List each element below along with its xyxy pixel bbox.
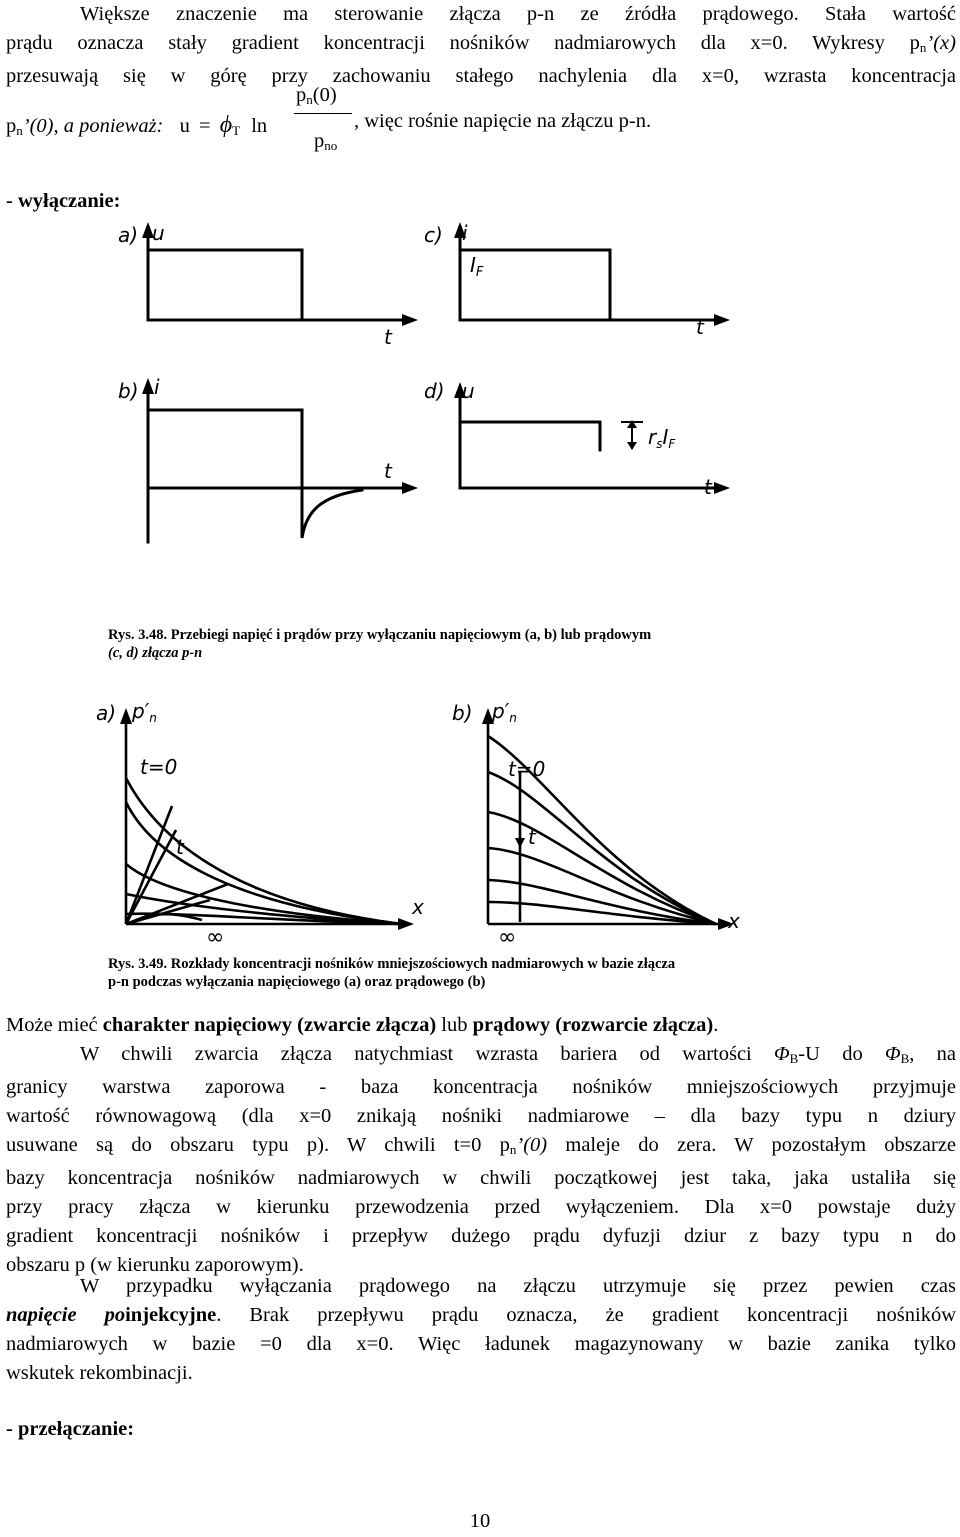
formula-numerator: $p_n(0)$	[296, 84, 337, 107]
fig2-label-b: b)	[452, 701, 473, 725]
fig1-axis-u-d: u	[462, 379, 475, 403]
fig2-t-a: t	[176, 835, 184, 859]
paragraph-current-off: W przypadku wyłączania prądowego na złączu utrzymuje się przez pewien czas napięcie poinjekcyjne. Brak przepływu prądu oznacza, że gradient koncentracji nośników nadmiarowych w bazie =0 dla x=0. Więc ładunek magazynowany w bazie zanika tylko wskutek rekombinacji.	[6, 1275, 956, 1384]
fig2-inf-a: ∞	[206, 925, 225, 950]
panel-c-graph	[454, 222, 730, 326]
fig2-x-a: x	[412, 895, 424, 919]
formula-u: u	[179, 115, 190, 137]
figure2-caption-line1: Rys. 3.49. Rozkłady koncentracji nośników mniejszościowych nadmiarowych w bazie złącza	[108, 956, 676, 972]
fig2-t0-b: t=0	[508, 757, 546, 781]
fig1-axis-t-c: t	[696, 315, 704, 339]
panel-b-graph	[142, 378, 418, 542]
page-number: 10	[469, 1510, 491, 1532]
fig1-label-c: c)	[424, 223, 443, 247]
fig1-label-d: d)	[424, 379, 445, 403]
panel-d-graph	[454, 382, 730, 494]
fig1-rsif-label: $r_sI_F$	[648, 425, 676, 451]
formula-line: $p_n’(0)$, a ponieważ: $u = \phi_T$ ln	[6, 112, 268, 138]
heading-wylaczanie: - wyłączanie:	[6, 190, 121, 212]
fig2-axis-pn-a: $p'_n$	[132, 699, 157, 725]
figure-block	[84, 212, 876, 1008]
fig2-t0-a: t=0	[140, 755, 178, 779]
phi-symbol: ϕ	[219, 112, 233, 138]
paragraph-short-circuit: W chwili zwarcia złącza natychmiast wzrasta bariera od wartości $\Phi_B-U$ do $\Phi_B$, na granicy warstwa zaporowa - baza koncentracja nośników mniejszościowych przyjmuje wartość równowagową (dla x=0 znikają nośniki nadmiarowe – dla bazy typu n dziury usuwane są do obszaru typu p). W chwili t=0 $p_n’(0)$ maleje do zera. W pozostałym obszarze bazy koncentracja nośników nadmiarowych w chwili początkowej jest taka, jaka ustaliła się przy pracy złącza w kierunku przewodzenia przed wyłączeniem. Dla x=0 powstaje duży gradient koncentracji nośników i przepływ dużego prądu dyfuzji dziur z bazy typu n do obszaru p (w kierunku zaporowym).	[6, 1043, 957, 1276]
fig2-x-b: x	[728, 909, 740, 933]
paragraph-character: Może mieć charakter napięciowy (zwarcie złącza) lub prądowy (rozwarcie złącza).	[6, 1014, 719, 1036]
fig1-axis-t-b: t	[384, 459, 392, 483]
fig1-axis-i-b: i	[154, 375, 160, 399]
fig1-if-label: $I_F$	[470, 253, 484, 280]
intro-line-3: przesuwają się w górę przy zachowaniu stałego nachylenia dla x=0, wzrasta koncentracja	[6, 65, 956, 87]
formula-tail: , więc rośnie napięcie na złączu p-n.	[354, 110, 652, 132]
fig1-label-b: b)	[118, 379, 139, 403]
formula-denominator: $p_{no}$	[314, 130, 338, 153]
fig2-panel-b-graph	[482, 708, 734, 930]
intro-line-1: Większe znaczenie ma sterowanie złącza p-n ze źródła prądowego. Stała wartość	[80, 3, 956, 25]
heading-przelaczanie: - przełączanie:	[6, 1418, 135, 1440]
fig1-axis-t-d: t	[704, 475, 712, 499]
fig2-inf-b: ∞	[498, 925, 517, 950]
intro-line-2: prądu oznacza stały gradient koncentracji nośników nadmiarowych dla x=0. Wykresy $p_n’(x)$	[6, 32, 956, 55]
fig1-axis-t-a: t	[384, 325, 392, 349]
figure1-caption-line1: Rys. 3.48. Przebiegi napięć i prądów przy wyłączaniu napięciowym (a, b) lub prądowym	[108, 627, 652, 643]
fig1-label-a: a)	[118, 223, 139, 247]
intro-paragraph	[6, 0, 956, 91]
fig2-panel-a-graph	[120, 708, 414, 930]
fig1-axis-u-a: u	[152, 221, 165, 245]
fig1-axis-i-c: i	[462, 221, 468, 245]
fraction-bar	[294, 113, 352, 114]
figure2-caption-line2: p-n podczas wyłączania napięciowego (a) oraz prądowego (b)	[108, 974, 486, 990]
fig2-label-a: a)	[96, 701, 117, 725]
figure1-caption-line2: (c, d) złącza p-n	[108, 645, 203, 661]
fig2-axis-pn-b: $p'_n$	[492, 699, 517, 725]
fig2-t-b: t	[528, 825, 536, 849]
panel-a-graph	[142, 222, 418, 326]
